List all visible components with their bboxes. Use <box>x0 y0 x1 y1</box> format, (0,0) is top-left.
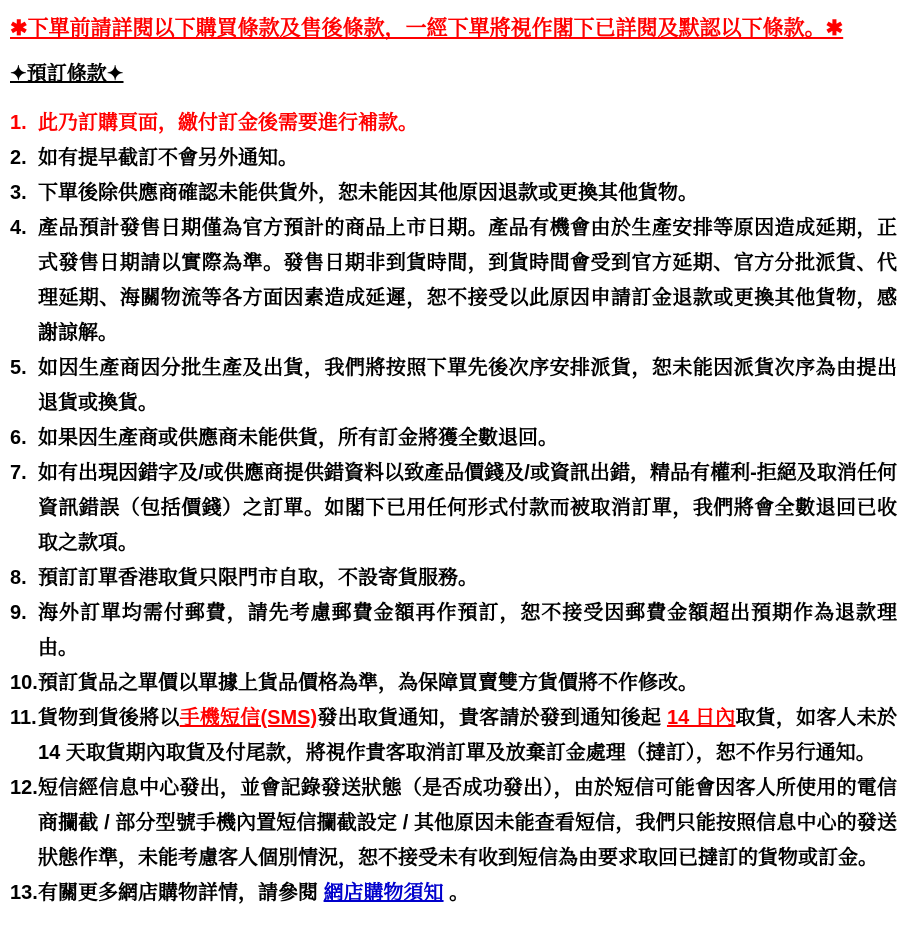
term-text-segment: 。 <box>443 882 470 904</box>
term-text-segment: 取貨，如客人未於 14 天取貨期內取貨及付尾款，將視作貴客取消訂單及放棄訂金處理（撻訂），恕不作另行通知。 <box>38 707 898 764</box>
term-number: 10. <box>10 672 38 694</box>
term-text <box>38 561 897 596</box>
term-text-segment: 如有提早截訂不會另外通知。 <box>38 147 298 169</box>
term-text <box>38 176 897 211</box>
term-text <box>38 666 897 701</box>
term-text-segment: 下單後除供應商確認未能供貨外，恕未能因其他原因退款或更換其他貨物。 <box>38 182 698 204</box>
term-text-segment: 有關更多網店購物詳情，請參閱 <box>38 882 324 904</box>
term-text <box>38 596 897 666</box>
term-text-segment: 預訂貨品之單價以單據上貨品價格為準，為保障買賣雙方貨價將不作修改。 <box>38 672 698 694</box>
page-title: ✱下單前請詳閱以下購買條款及售後條款，一經下單將視作閣下已詳閱及默認以下條款。✱ <box>10 17 844 40</box>
term-text-segment: 預訂訂單香港取貨只限門市自取，不設寄貨服務。 <box>38 567 478 589</box>
term-number: 13. <box>10 882 38 904</box>
term-text-segment: 貨物到貨後將以 <box>38 707 180 729</box>
term-text-segment: 此乃訂購頁面，繳付訂金後需要進行補款。 <box>38 112 418 134</box>
term-text-segment: 海外訂單均需付郵費，請先考慮郵費金額再作預訂，恕不接受因郵費金額超出預期作為退款理由。 <box>38 602 897 659</box>
term-text <box>38 876 897 911</box>
term-item-7 <box>10 456 897 561</box>
term-text-segment: 短信經信息中心發出，並會記錄發送狀態（是否成功發出），由於短信可能會因客人所使用的電信商攔截 / 部分型號手機內置短信攔截設定 / 其他原因未能查看短信，我們只能按照信息中心的發送狀態作準，未能考慮客人個別情況，恕不接受未有收到短信為由要求取回已撻訂的貨物或訂金。 <box>38 777 897 869</box>
term-number: 12. <box>10 777 38 799</box>
term-number: 4. <box>10 217 27 239</box>
term-text-red-underline: 14 日內 <box>666 707 736 729</box>
term-item-10 <box>10 666 897 701</box>
term-number: 2. <box>10 147 27 169</box>
term-text-segment: 發出取貨通知，貴客請於發到通知後起 <box>317 707 667 729</box>
term-text <box>38 421 897 456</box>
terms-list <box>10 106 897 911</box>
term-item-9 <box>10 596 897 666</box>
term-item-4 <box>10 211 897 351</box>
term-text-segment: 產品預計發售日期僅為官方預計的商品上市日期。產品有機會由於生產安排等原因造成延期，正式發售日期請以實際為準。發售日期非到貨時間，到貨時間會受到官方延期、官方分批派貨、代理延期、海關物流等各方面因素造成延遲，恕不接受以此原因申請訂金退款或更換其他貨物，感謝諒解。 <box>38 217 897 344</box>
term-item-1 <box>10 106 897 141</box>
term-text <box>38 771 897 876</box>
term-text <box>38 141 897 176</box>
term-item-6 <box>10 421 897 456</box>
term-number: 6. <box>10 427 27 449</box>
term-text <box>38 211 897 351</box>
term-number: 1. <box>10 112 27 134</box>
term-number: 11. <box>10 707 37 729</box>
shop-guide-link[interactable]: 網店購物須知 <box>323 882 444 904</box>
term-item-2 <box>10 141 897 176</box>
term-text <box>38 456 897 561</box>
term-number: 9. <box>10 602 27 624</box>
term-item-5 <box>10 351 897 421</box>
term-item-12 <box>10 771 897 876</box>
term-text-segment: 如果因生產商或供應商未能供貨，所有訂金將獲全數退回。 <box>38 427 558 449</box>
term-item-11 <box>10 701 897 771</box>
term-item-13 <box>10 876 897 911</box>
section-header-preorder-terms: ✦預訂條款✦ <box>10 63 124 85</box>
term-text-red-underline: 手機短信(SMS) <box>179 707 318 729</box>
term-number: 7. <box>10 462 27 484</box>
term-number: 8. <box>10 567 27 589</box>
term-text <box>38 106 897 141</box>
term-text <box>38 701 897 771</box>
term-item-8 <box>10 561 897 596</box>
term-text-segment: 如有出現因錯字及/或供應商提供錯資料以致產品價錢及/或資訊出錯，精品有權利-拒絕及取消任何資訊錯誤（包括價錢）之訂單。如閣下已用任何形式付款而被取消訂單，我們將會全數退回已收取之款項。 <box>38 462 897 554</box>
term-number: 5. <box>10 357 27 379</box>
term-text-segment: 如因生產商因分批生產及出貨，我們將按照下單先後次序安排派貨，恕未能因派貨次序為由提出退貨或換貨。 <box>38 357 897 414</box>
term-text <box>38 351 897 421</box>
term-item-3 <box>10 176 897 211</box>
term-number: 3. <box>10 182 27 204</box>
